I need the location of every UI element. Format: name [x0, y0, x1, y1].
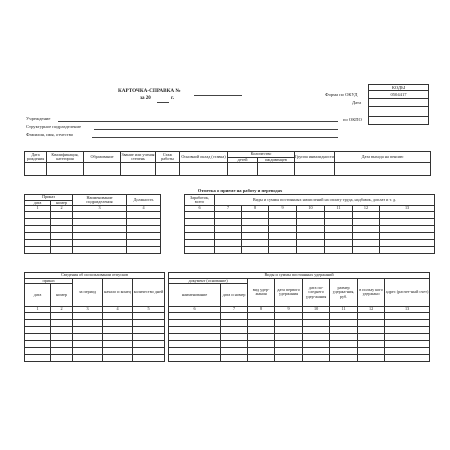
okud-code: 0504417: [390, 92, 407, 97]
table2-cell[interactable]: [25, 226, 51, 233]
name-field[interactable]: [92, 137, 338, 138]
col-number: 12: [353, 206, 380, 212]
salary-header: Основной оклад (ставка): [180, 152, 228, 163]
institution-field[interactable]: [58, 121, 338, 122]
col-number: 10: [297, 206, 325, 212]
order-date-header: дата: [25, 200, 51, 206]
table1-cell[interactable]: [295, 163, 335, 176]
order-header: Приказ: [25, 195, 73, 201]
col-number: 5: [133, 307, 165, 313]
col-number: 10: [303, 307, 330, 313]
ded-amount-header: размер удержа-ния, руб.: [330, 278, 358, 307]
vac-date-header: дата: [25, 284, 51, 307]
col-number: 13: [385, 307, 430, 313]
table1-cell[interactable]: [180, 163, 228, 176]
okpo-label: по ОКПО: [343, 117, 362, 122]
table1-cell[interactable]: [258, 163, 295, 176]
deductions-header: Виды и суммы постоянных удержаний: [169, 273, 430, 279]
table2-cell[interactable]: [25, 219, 51, 226]
doc-date-number-header: дата и номер: [221, 284, 248, 307]
col-number: 7: [215, 206, 242, 212]
vac-start-end-header: начало и конец: [103, 278, 133, 307]
children-header: детей: [228, 157, 258, 163]
col-number: 6: [169, 307, 221, 313]
col-number: 8: [242, 206, 269, 212]
personal-data-table: [24, 151, 431, 176]
vacation-deduction-table: [24, 272, 430, 362]
ded-first-header: дата первого удержания: [275, 278, 303, 307]
table2-cell[interactable]: [25, 233, 51, 240]
table3-cell[interactable]: [25, 341, 51, 348]
col-number: 1: [25, 307, 51, 313]
ded-last-header: дата по-следнего удер-жания: [303, 278, 330, 307]
codes-header: КОДЫ: [391, 85, 406, 90]
dept-name-header: Наименование подразделения: [73, 195, 127, 206]
card-number-line[interactable]: [194, 95, 242, 96]
vac-days-header: количество дней: [133, 278, 165, 307]
table3-cell[interactable]: [25, 320, 51, 327]
hire-transfer-table: [24, 194, 435, 254]
col-number: 12: [358, 307, 385, 313]
col-number: 13: [380, 206, 435, 212]
table1-cell[interactable]: [84, 163, 121, 176]
doc-name-header: наименование: [169, 284, 221, 307]
table1-cell[interactable]: [228, 163, 258, 176]
period-label: за 20: [140, 96, 151, 101]
col-number: 3: [73, 206, 127, 212]
order-number-header: номер: [51, 200, 73, 206]
doc-basis-header: документ (основание): [169, 278, 248, 284]
col-number: 2: [51, 206, 73, 212]
position-header: Должность: [127, 195, 161, 206]
vac-order-header: приказ: [25, 278, 73, 284]
table3-cell[interactable]: [25, 348, 51, 355]
table1-cell[interactable]: [47, 163, 84, 176]
dependents-header: иждивенцев: [258, 157, 295, 163]
accruals-header: Виды и суммы постоянных начислений на оплату труда, надбавок, доплат и т. д.: [215, 195, 435, 206]
table3-cell[interactable]: [25, 334, 51, 341]
ded-total-header: в пользу кого удержано: [358, 278, 385, 307]
table2-cell[interactable]: [25, 240, 51, 247]
col-number: 11: [325, 206, 353, 212]
pension-date-header: Дата выхода на пенсию: [335, 152, 431, 163]
experience-header: Стаж работы: [156, 152, 180, 163]
okud-label: Форма по ОКУД: [325, 92, 358, 97]
table2-cell[interactable]: [25, 212, 51, 219]
vac-number-header: номер: [51, 284, 73, 307]
table3-cell[interactable]: [25, 313, 51, 320]
table2-cell[interactable]: [25, 247, 51, 254]
form-title: КАРТОЧКА-СПРАВКА №: [118, 88, 181, 94]
salary-total-header: Заработок, всего: [185, 195, 215, 206]
birth-date-header: Дата рождения: [25, 152, 47, 163]
col-number: 6: [185, 206, 215, 212]
vac-period-header: за период: [73, 278, 103, 307]
table1-cell[interactable]: [121, 163, 156, 176]
table1-cell[interactable]: [156, 163, 180, 176]
structural-label: Структурное подразделение: [26, 124, 82, 129]
structural-field[interactable]: [94, 129, 338, 130]
col-number: 1: [25, 206, 51, 212]
ded-account-header: адрес (расчет-ный счет): [385, 278, 430, 307]
institution-label: Учреждение: [26, 116, 51, 121]
col-number: 3: [73, 307, 103, 313]
col-number: 9: [275, 307, 303, 313]
col-number: 9: [269, 206, 297, 212]
quantity-header: Количество: [228, 152, 295, 158]
table1-cell[interactable]: [335, 163, 431, 176]
disability-header: Группа инвалидности: [295, 152, 335, 163]
year-suffix: г.: [171, 96, 174, 101]
col-number: 7: [221, 307, 248, 313]
name-label: Фамилия, имя, отчество: [26, 132, 74, 137]
col-number: 2: [51, 307, 73, 313]
date-label: Дата: [352, 100, 362, 105]
table1-cell[interactable]: [25, 163, 47, 176]
table3-cell[interactable]: [25, 355, 51, 362]
section-hire-title: Отметка о приеме на работу и переводах: [197, 188, 283, 193]
ded-type-header: вид удер-жания: [248, 278, 275, 307]
degree-header: Звание или ученая степень: [121, 151, 155, 162]
col-number: 8: [248, 307, 275, 313]
table3-cell[interactable]: [25, 327, 51, 334]
vacation-header: Сведения об использовании отпусков: [25, 273, 165, 279]
col-number: 11: [330, 307, 358, 313]
qualification-header: Квалификация, категория: [47, 152, 84, 163]
col-number: 4: [103, 307, 133, 313]
col-number: 4: [127, 206, 161, 212]
education-header: Образование: [84, 152, 121, 163]
year-line[interactable]: [157, 102, 169, 103]
